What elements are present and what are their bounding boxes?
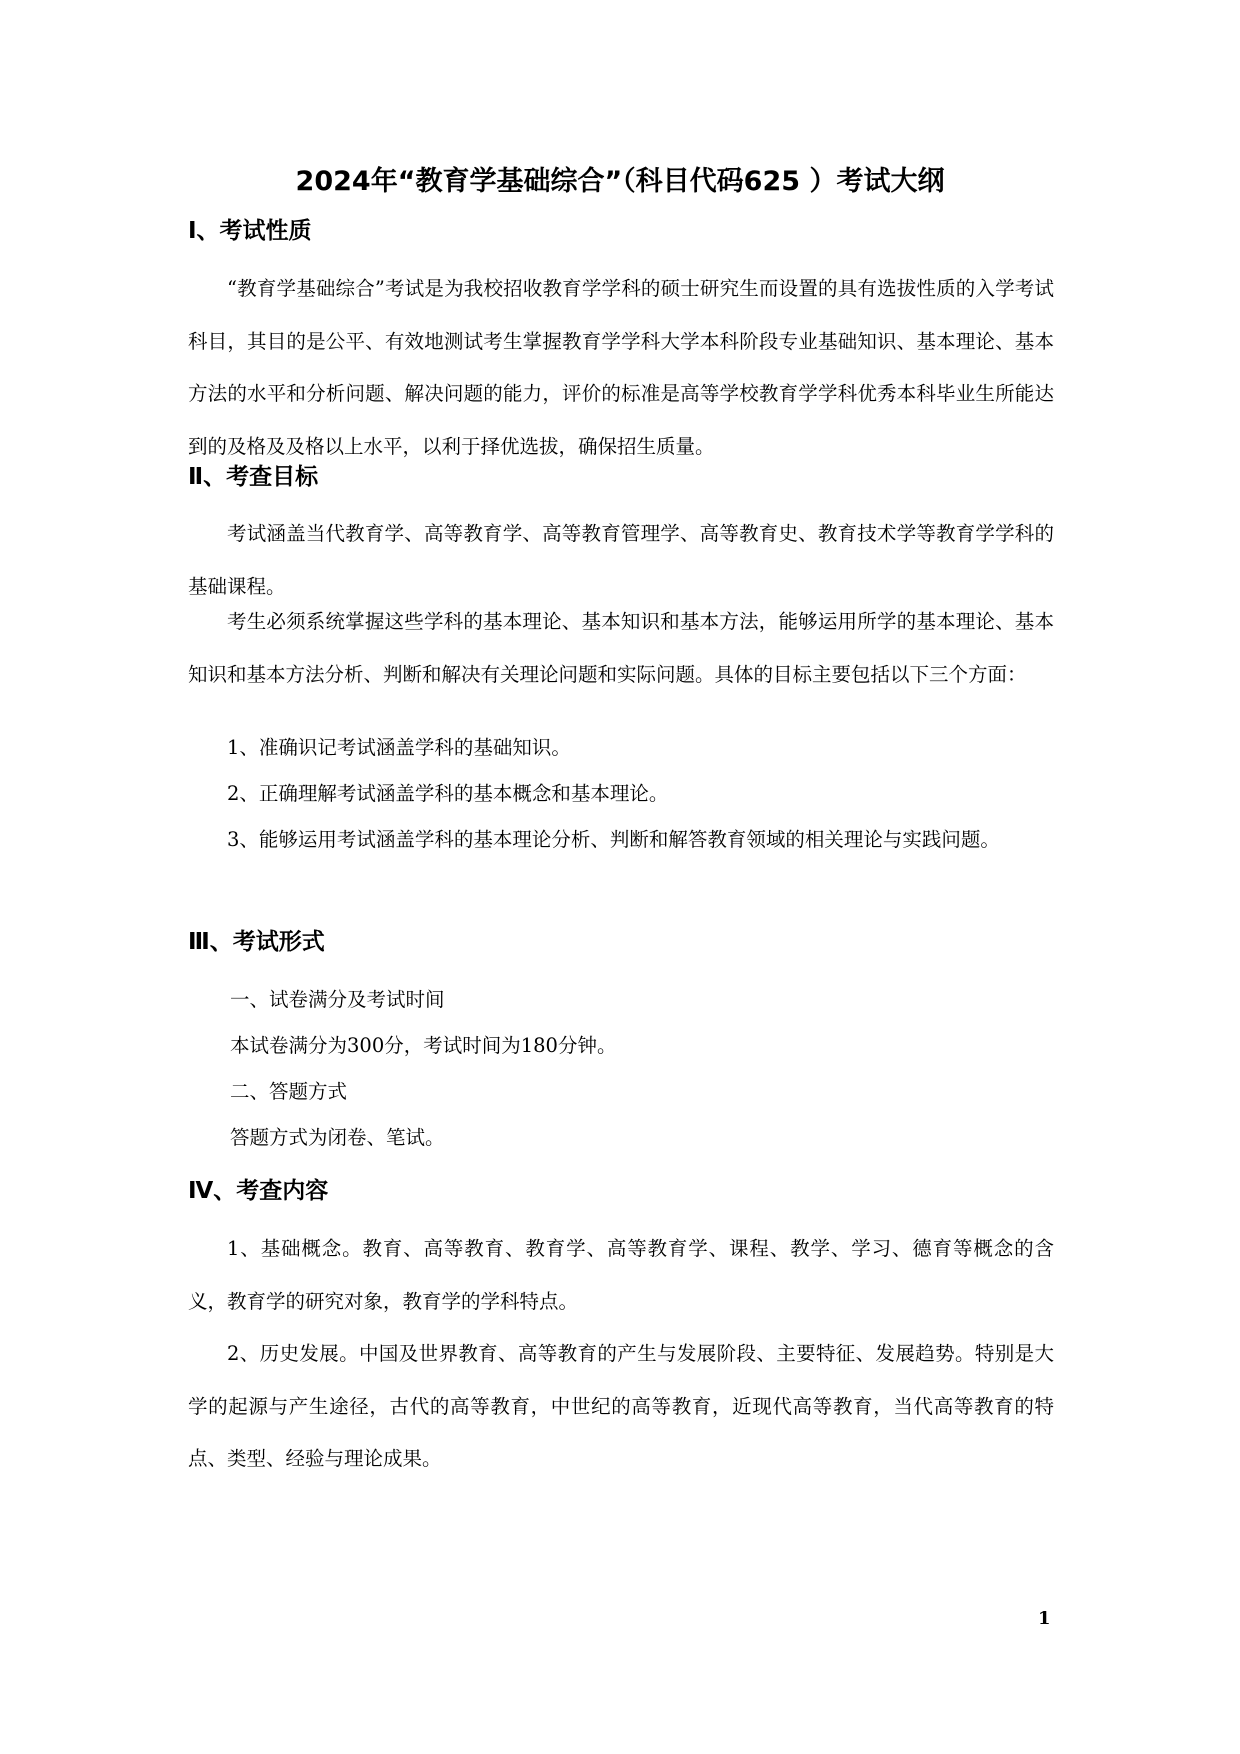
format-subheading: 一、试卷满分及考试时间 <box>230 988 445 1011</box>
section-paragraph: “教育学基础综合”考试是为我校招收教育学学科的硕士研究生而设置的具有选拔性质的入学考试科目，其目的是公平、有效地测试考生掌握教育学学科大学本科阶段专业基础知识、基本理论、基本方法的水平和分析问题、解决问题的能力，评价的标准是高等学校教育学学科优秀本科毕业生所能达到的及格及及格以上水平，以利于择优选拔，确保招生质量。 <box>188 277 1054 458</box>
format-detail: 答题方式为闭卷、笔试。 <box>230 1126 445 1149</box>
format-detail: 本试卷满分为300分，考试时间为180分钟。 <box>230 1034 617 1057</box>
page-number: 1 <box>1038 1608 1051 1629</box>
content-item: 2、历史发展。中国及世界教育、高等教育的产生与发展阶段、主要特征、发展趋势。特别是大学的起源与产生途径，古代的高等教育，中世纪的高等教育，近现代高等教育，当代高等教育的特点、类型、经验与理论成果。 <box>188 1342 1054 1470</box>
section-paragraph: 考试涵盖当代教育学、高等教育学、高等教育管理学、高等教育史、教育技术学等教育学学科的基础课程。 <box>188 522 1054 598</box>
document-title: 2024年“教育学基础综合”（科目代码625 ）考试大纲 <box>295 166 945 197</box>
section-heading-objectives: Ⅱ、考查目标 <box>188 464 319 490</box>
section-heading-format: Ⅲ、考试形式 <box>188 929 325 955</box>
section-paragraph: 考生必须系统掌握这些学科的基本理论、基本知识和基本方法，能够运用所学的基本理论、基本知识和基本方法分析、判断和解决有关理论问题和实际问题。具体的目标主要包括以下三个方面： <box>188 610 1054 686</box>
objective-item: 2、正确理解考试涵盖学科的基本概念和基本理论。 <box>227 782 669 805</box>
content-item: 1、基础概念。教育、高等教育、教育学、高等教育学、课程、教学、学习、德育等概念的含义，教育学的研究对象，教育学的学科特点。 <box>188 1237 1054 1313</box>
section-heading-nature: Ⅰ、考试性质 <box>188 218 312 244</box>
section-heading-content: Ⅳ、考查内容 <box>188 1178 329 1204</box>
format-subheading: 二、答题方式 <box>230 1080 348 1103</box>
objective-item: 1、准确识记考试涵盖学科的基础知识。 <box>227 736 571 759</box>
objective-item: 3、能够运用考试涵盖学科的基本理论分析、判断和解答教育领域的相关理论与实践问题。 <box>227 828 1000 851</box>
